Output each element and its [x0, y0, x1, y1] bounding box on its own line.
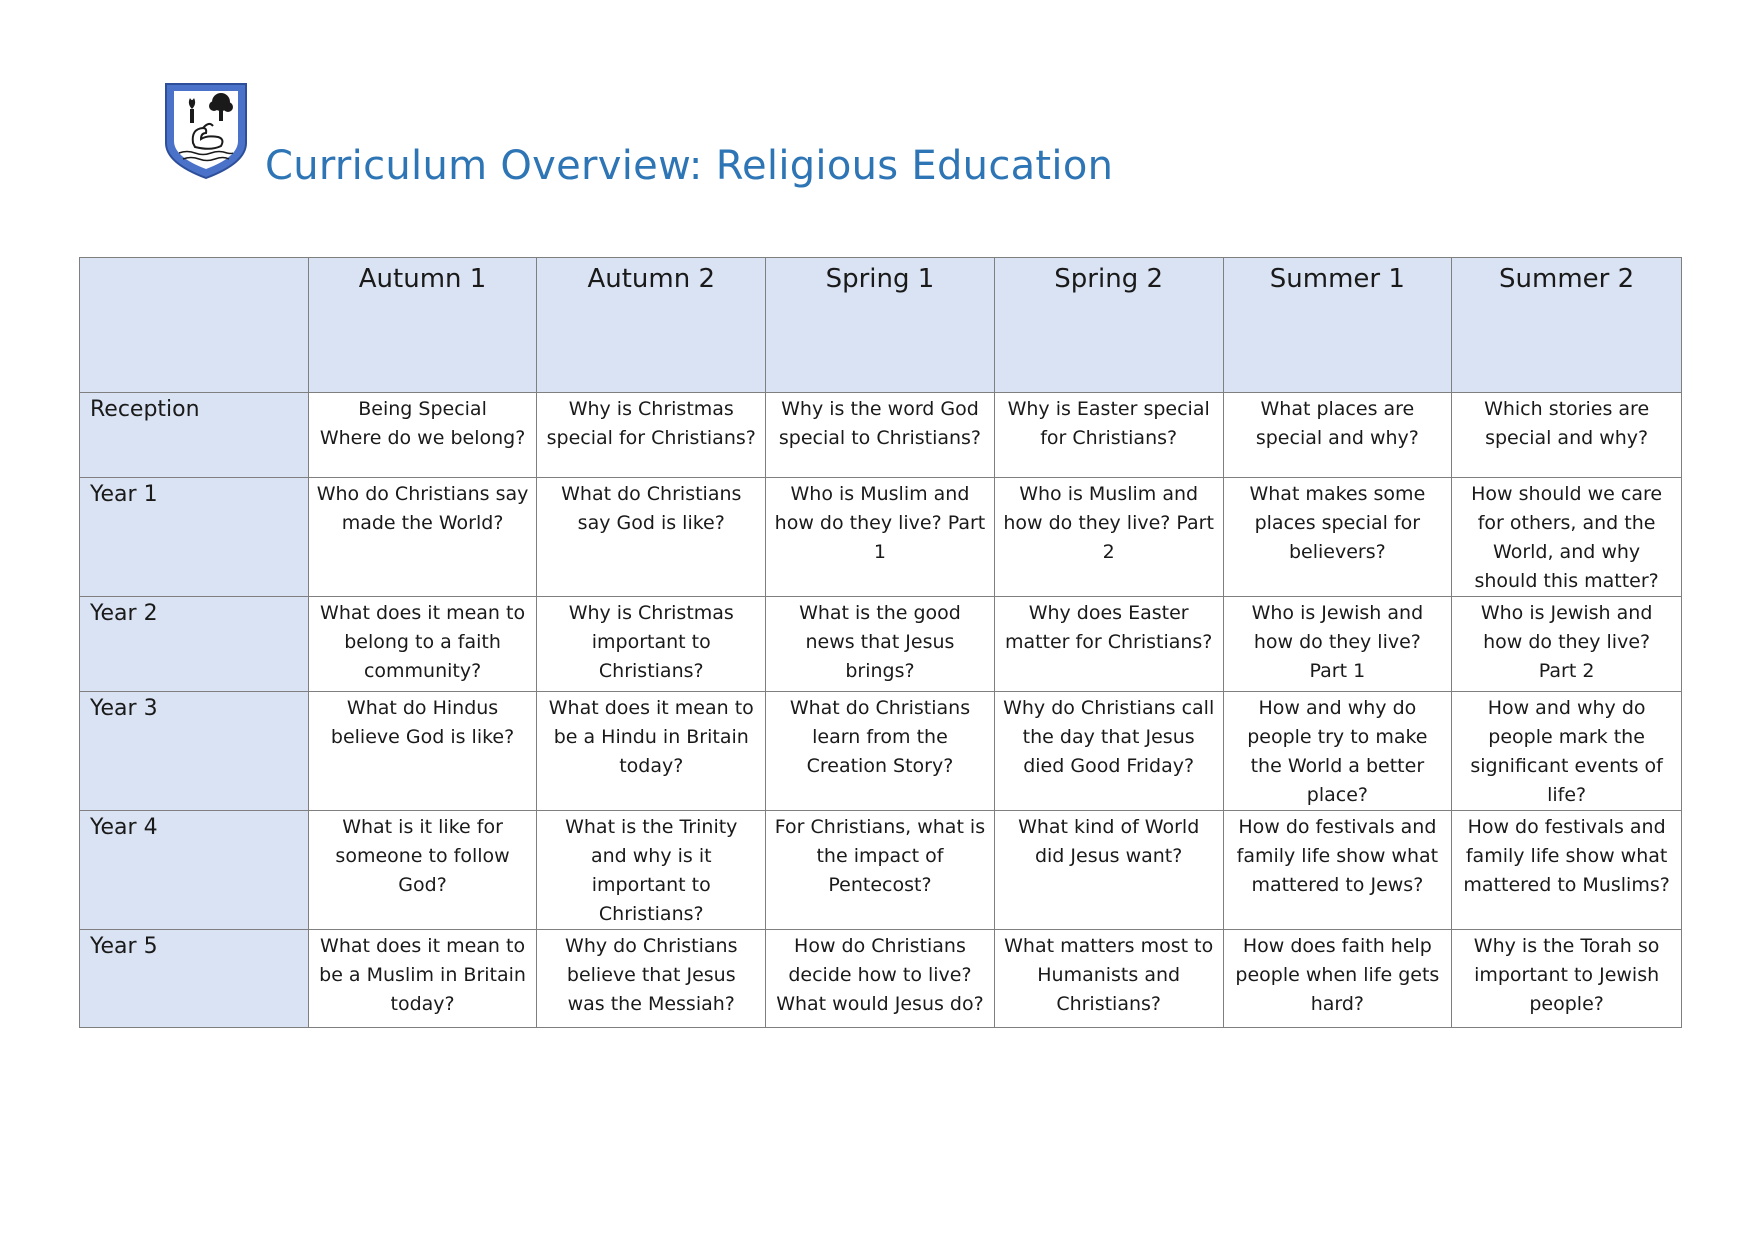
table-cell: For Christians, what is the impact of Pentecost? — [766, 811, 995, 930]
table-cell: How does faith help people when life gets hard? — [1223, 930, 1452, 1028]
table-cell: What makes some places special for believers? — [1223, 478, 1452, 597]
table-row — [80, 930, 1682, 1028]
column-header-autumn-2: Autumn 2 — [537, 258, 766, 393]
table-cell: Why is the word God special to Christians? — [766, 393, 995, 478]
table-row — [80, 597, 1682, 692]
table-cell: What is the good news that Jesus brings? — [766, 597, 995, 692]
column-header-autumn-1: Autumn 1 — [308, 258, 537, 393]
table-cell: Why do Christians call the day that Jesus died Good Friday? — [994, 692, 1223, 811]
table-cell: Which stories are special and why? — [1452, 393, 1682, 478]
corner-cell — [80, 258, 309, 393]
table-cell: What is the Trinity and why is it important to Christians? — [537, 811, 766, 930]
table-cell: Who is Jewish and how do they live? Part 1 — [1223, 597, 1452, 692]
table-cell: How do Christians decide how to live? What would Jesus do? — [766, 930, 995, 1028]
column-header-summer-1: Summer 1 — [1223, 258, 1452, 393]
column-header-spring-2: Spring 2 — [994, 258, 1223, 393]
table-row — [80, 692, 1682, 811]
table-row — [80, 478, 1682, 597]
page-title: Curriculum Overview: Religious Education — [265, 143, 1114, 189]
table-cell: Being Special Where do we belong? — [308, 393, 537, 478]
table-cell: Who do Christians say made the World? — [308, 478, 537, 597]
table-cell: How and why do people mark the significant events of life? — [1452, 692, 1682, 811]
table-cell: How do festivals and family life show what mattered to Jews? — [1223, 811, 1452, 930]
table-cell: How should we care for others, and the World, and why should this matter? — [1452, 478, 1682, 597]
row-header-year-2: Year 2 — [80, 597, 309, 692]
table-cell: What do Hindus believe God is like? — [308, 692, 537, 811]
school-crest-logo — [163, 81, 249, 181]
header-row — [80, 258, 1682, 393]
table-cell: Who is Muslim and how do they live? Part 2 — [994, 478, 1223, 597]
table-cell: Why does Easter matter for Christians? — [994, 597, 1223, 692]
table-row — [80, 393, 1682, 478]
table-cell: How and why do people try to make the World a better place? — [1223, 692, 1452, 811]
table-cell: Who is Muslim and how do they live? Part 1 — [766, 478, 995, 597]
row-header-year-5: Year 5 — [80, 930, 309, 1028]
column-header-summer-2: Summer 2 — [1452, 258, 1682, 393]
table-cell: Why is Christmas special for Christians? — [537, 393, 766, 478]
table-row — [80, 811, 1682, 930]
table-cell: What does it mean to be a Muslim in Britain today? — [308, 930, 537, 1028]
table-cell: What places are special and why? — [1223, 393, 1452, 478]
table-cell: What does it mean to belong to a faith community? — [308, 597, 537, 692]
table-cell: Why do Christians believe that Jesus was the Messiah? — [537, 930, 766, 1028]
table-cell: What matters most to Humanists and Christians? — [994, 930, 1223, 1028]
table-cell: How do festivals and family life show what mattered to Muslims? — [1452, 811, 1682, 930]
table-cell: What does it mean to be a Hindu in Britain today? — [537, 692, 766, 811]
row-header-year-1: Year 1 — [80, 478, 309, 597]
column-header-spring-1: Spring 1 — [766, 258, 995, 393]
table-cell: What kind of World did Jesus want? — [994, 811, 1223, 930]
row-header-reception: Reception — [80, 393, 309, 478]
table-cell: What do Christians say God is like? — [537, 478, 766, 597]
row-header-year-3: Year 3 — [80, 692, 309, 811]
table-cell: Why is Easter special for Christians? — [994, 393, 1223, 478]
curriculum-table — [79, 257, 1682, 1028]
row-header-year-4: Year 4 — [80, 811, 309, 930]
table-cell: Why is the Torah so important to Jewish people? — [1452, 930, 1682, 1028]
table-cell: What is it like for someone to follow God? — [308, 811, 537, 930]
table-cell: Who is Jewish and how do they live? Part 2 — [1452, 597, 1682, 692]
table-cell: Why is Christmas important to Christians? — [537, 597, 766, 692]
table-cell: What do Christians learn from the Creation Story? — [766, 692, 995, 811]
